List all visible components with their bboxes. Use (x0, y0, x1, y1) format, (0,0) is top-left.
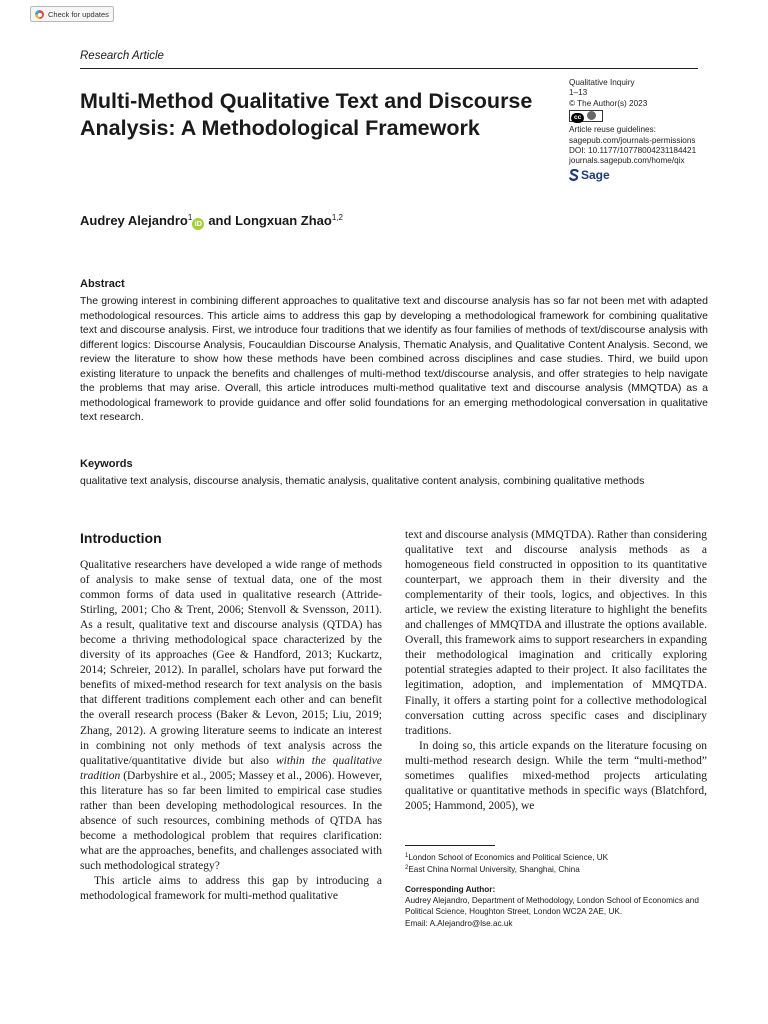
emphasis-text: within the qualitative tradition (80, 754, 382, 782)
doi[interactable]: DOI: 10.1177/10778004231184421 (569, 146, 697, 156)
author-affiliation: 1 (187, 213, 193, 222)
keywords-text: qualitative text analysis, discourse analysis, thematic analysis, qualitative content analysis, combining qualitative methods (80, 475, 645, 487)
footnote (405, 863, 707, 875)
reuse-link[interactable]: sagepub.com/journals-permissions (569, 135, 696, 145)
affiliation-footnotes (405, 851, 707, 875)
body-column-left (80, 558, 382, 904)
journal-name: Qualitative Inquiry (569, 78, 635, 87)
paragraph-text: (Darbyshire et al., 2005; Massey et al., 2006). However, this literature has so far been limited to empirical case studies rather than been developing methodological resources. In the absence of such resources, combining methods of QTDA has become a methodological problem that requires clarification: what are the approaches, benefits, and challenges associated with such methodological strategy? (80, 769, 382, 872)
abstract-text: The growing interest in combining different approaches to qualitative text and discourse analysis has so far not been met with adapted methodological resources. This article aims to address this gap by developing a methodological framework for combining qualitative text and discourse analysis. First, we introduce four traditions that we identify as four families of methods of text/discourse analysis with different logics: Discourse Analysis, Foucauldian Discourse Analysis, Thematic Analysis, and Qualitative Content Analysis. Second, we review the literature to show how these methods have been combined across disciplines and case studies. Third, we build upon existing literature to unpack the benefits and challenges of multi-method text/discourse analysis, and offer strategies to help navigate the problems that may arise. Overall, this article introduces multi-method qualitative text and discourse analysis (MMQTDA) as a methodological framework to provide guidance and offer solid foundations for an emerging methodological conversation in qualitative text research. (80, 295, 708, 423)
journal-meta (569, 78, 759, 181)
sage-label: Sage (581, 167, 610, 182)
footnote-text: London School of Economics and Political Science, UK (408, 853, 609, 862)
paragraph-text: Qualitative researchers have developed a wide range of methods of analysis to make sense of textual data, one of the most common forms of data used in qualitative research (Attride-Stirling, 2001; Cho & Trent, 2006; Stenvoll & Svensson, 2011). As a result, qualitative text and discourse analysis (QTDA) has become a thriving methodological space characterized by the diversity of its approaches (Gee & Handford, 2013; Kuckartz, 2014; Schreier, 2012). In parallel, scholars have put forward the benefits of mixed-method research for text analysis on the basis that different traditions complement each other and can benefit the overall research process (Baker & Levon, 2015; Liu, 2019; Zhang, 2012). A growing literature seems to indicate an interest in combining not only methods of text analysis across the qualitative/quantitative divide but also (80, 559, 382, 767)
article-type: Research Article (80, 50, 164, 62)
corresponding-label: Corresponding Author: (405, 885, 496, 894)
sage-logo (569, 169, 759, 181)
corresponding-author (405, 884, 707, 929)
abstract-heading: Abstract (80, 278, 125, 290)
cc-license-icon[interactable]: cc (569, 110, 603, 122)
paragraph: text and discourse analysis (MMQTDA). Rather than considering qualitative text and discourse analysis methods as a homogeneous field constructed in opposition to its quantitative counterpart, we approach them in their diversity and the complementarity of their tools, logics, and objectives. In this article, we review the existing literature to highlight the benefits and challenges of MMQTDA and illustrate the options available. Overall, this framework aims to support researchers in expanding their methodological imagination and critically exploring potential strategies adapted to their project. It also facilitates the legitimation, adoption, and implementation of MMQTDA. Finally, it offers a starting point for a collective methodological conversation cutting across specific cases and disciplinary traditions. (405, 529, 707, 737)
section-heading-introduction: Introduction (80, 530, 162, 546)
corresponding-email[interactable]: Email: A.Alejandro@lse.ac.uk (405, 918, 513, 928)
author-connector: and (208, 213, 232, 228)
check-for-updates-button[interactable] (30, 6, 114, 22)
keywords-heading: Keywords (80, 458, 133, 470)
corresponding-address: Audrey Alejandro, Department of Methodology, London School of Economics and Political Science, Houghton Street, London WC2A 2AE, UK. (405, 896, 699, 917)
body-column-right (405, 528, 707, 814)
footnote-rule (405, 845, 495, 846)
paragraph (80, 558, 382, 874)
footnote-number: 1 (405, 853, 409, 859)
footnote-number: 2 (405, 865, 409, 871)
paper-title: Multi-Method Qualitative Text and Discourse Analysis: A Methodological Framework (80, 89, 533, 140)
journal-link[interactable]: journals.sagepub.com/home/qix (569, 156, 685, 166)
footnote (405, 851, 707, 863)
page-range: 1–13 (569, 88, 588, 98)
crossmark-icon (35, 10, 44, 19)
sage-s-icon (569, 169, 579, 181)
reuse-label: Article reuse guidelines: (569, 125, 656, 135)
author-name: Longxuan Zhao (235, 213, 332, 228)
header-rule (80, 68, 698, 69)
author-name: Audrey Alejandro (80, 213, 188, 228)
paragraph: In doing so, this article expands on the literature focusing on multi-method research design. While the term “multi-method” sometimes qualifies mixed-method projects articulating qualitative or quantitative methods in specific ways (Blatchford, 2005; Hammond, 2005), we (405, 739, 707, 812)
orcid-icon[interactable]: iD (192, 218, 204, 230)
author-line (80, 213, 343, 230)
copyright: © The Author(s) 2023 (569, 98, 648, 108)
paragraph: This article aims to address this gap by introducing a methodological framework for multi-method qualitative (80, 874, 382, 903)
check-for-updates-label: Check for updates (48, 10, 109, 19)
footnote-text: East China Normal University, Shanghai, China (408, 865, 580, 874)
author-affiliation: 1,2 (331, 213, 343, 222)
